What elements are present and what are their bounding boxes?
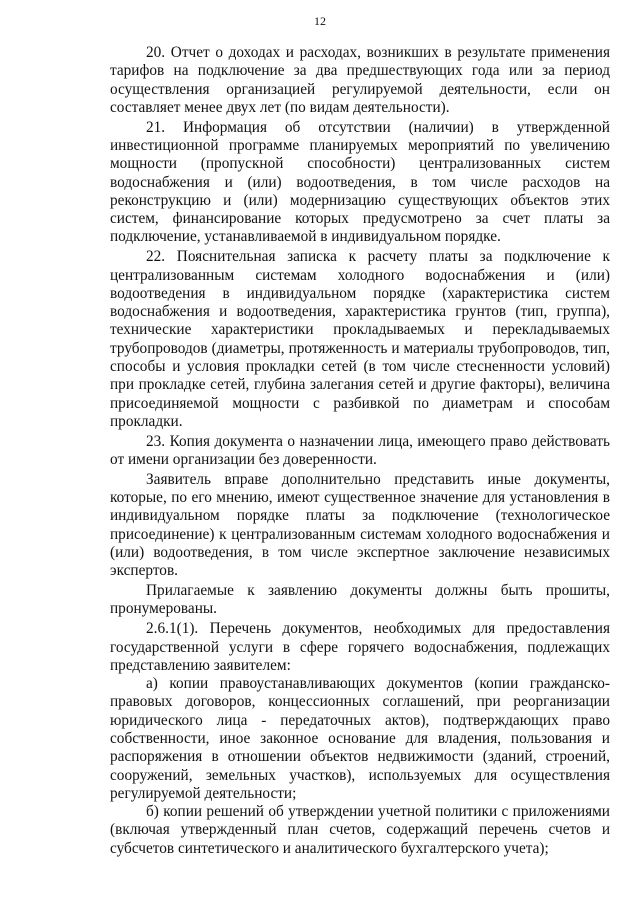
paragraph-list-item-a: а) копии правоустанавливающих документов (копии гражданско-правовых договоров, концессионных соглашений, при реорганизации юридического лица - передаточных актов), подтверждающих право собственности, иное законное основание для владения, пользования и распоряжения в отношении объектов недвижимости (зданий, строений, сооружений, земельных участков), используемых для осуществления регулируемой деятельности; — [110, 675, 610, 802]
paragraph-additional-documents: Заявитель вправе дополнительно представить иные документы, которые, по его мнению, имеют существенное значение для установления в индивидуальном порядке платы за подключение (технологическое присоединение) к централизованным системам холодного водоснабжения и (или) водоотведения, в том числе экспертное заключение независимых экспертов. — [110, 470, 610, 580]
paragraph-item-23: 23. Копия документа о назначении лица, имеющего право действовать от имени организации без доверенности. — [110, 432, 610, 469]
paragraph-item-22: 22. Пояснительная записка к расчету платы за подключение к централизованным системам холодного водоснабжения и (или) водоотведения в индивидуальном порядке (характеристика систем водоснабжения и водоотведения, характеристика грунтов (тип, группа), технические характеристики прокладываемых и перекладываемых трубопроводов (диаметры, протяженность и материалы трубопроводов, тип, способы и условия прокладки сетей (в том числе стесненности условий) при прокладке сетей, глубина залегания сетей и другие факторы), величина присоединяемой мощности с разбивкой по диаметрам и способам прокладки. — [110, 248, 610, 430]
document-body — [110, 44, 610, 858]
page-number: 12 — [314, 14, 326, 28]
paragraph-attachments-note: Прилагаемые к заявлению документы должны быть прошиты, пронумерованы. — [110, 582, 610, 618]
paragraph-list-item-b: б) копии решений об утверждении учетной политики с приложениями (включая утвержденный план счетов, содержащий перечень счетов и субсчетов синтетического и аналитического бухгалтерского учета); — [110, 803, 610, 857]
paragraph-item-20: 20. Отчет о доходах и расходах, возникших в результате применения тарифов на подключение за два предшествующих года или за период осуществления организацией регулируемой деятельности, если он составляет менее двух лет (по видам деятельности). — [110, 44, 610, 116]
paragraph-item-21: 21. Информация об отсутствии (наличии) в утвержденной инвестиционной программе планируемых мероприятий по увеличению мощности (пропускной способности) централизованных систем водоснабжения и (или) водоотведения, в том числе расходов на реконструкцию и (или) модернизацию существующих объектов этих систем, финансирование которых предусмотрено за счет платы за подключение, устанавливаемой в индивидуальном порядке. — [110, 118, 610, 246]
paragraph-section-2-6-1-1: 2.6.1(1). Перечень документов, необходимых для предоставления государственной услуги в сфере горячего водоснабжения, подлежащих представлению заявителем: — [110, 620, 610, 674]
